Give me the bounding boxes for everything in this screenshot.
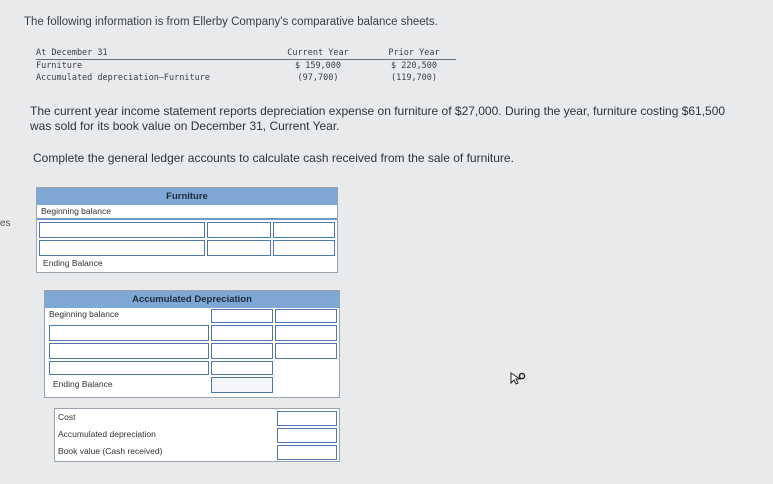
instruction-text: Complete the general ledger accounts to calculate cash received from the sale of furniture. — [33, 151, 514, 165]
summary-book-input[interactable] — [277, 445, 337, 460]
accum-desc-input-2[interactable] — [49, 343, 209, 359]
accum-debit-input[interactable] — [211, 325, 273, 341]
accum-ending-label: Ending Balance — [53, 379, 113, 389]
furniture-title: Furniture — [37, 188, 337, 205]
row-current: $ 159,000 — [294, 61, 342, 71]
furniture-debit-desc-input[interactable] — [39, 222, 205, 238]
paragraph-line-1: The current year income statement reports depreciation expense on furniture of $27,000. During the year, furniture costing $61,500 — [30, 104, 726, 118]
side-fragment: es — [0, 218, 11, 229]
accum-depreciation-account — [44, 290, 340, 398]
summary-book-label: Book value (Cash received) — [58, 446, 163, 456]
accum-desc-input-3[interactable] — [49, 361, 209, 375]
balance-sheet-row — [36, 72, 456, 84]
balance-sheet — [36, 47, 456, 84]
row-label: Furniture — [36, 61, 83, 71]
header-label: At December 31 — [36, 48, 108, 58]
summary-cost-label: Cost — [58, 412, 76, 422]
furniture-debit-amount-input-2[interactable] — [207, 240, 271, 256]
row-label: Accumulated depreciation—Furniture — [36, 73, 210, 83]
summary-cost-input[interactable] — [277, 411, 337, 426]
accum-title: Accumulated Depreciation — [45, 291, 339, 308]
problem-paragraph — [30, 104, 770, 134]
accum-beginning-debit-input[interactable] — [211, 309, 273, 323]
paragraph-line-2: was sold for its book value on December 31, Current Year. — [30, 119, 340, 133]
furniture-beginning-label: Beginning balance — [41, 206, 111, 216]
furniture-debit-desc-input-2[interactable] — [39, 240, 205, 256]
accum-credit-input-2[interactable] — [275, 343, 337, 359]
furniture-debit-amount-input[interactable] — [207, 222, 271, 238]
intro-text: The following information is from Ellerby Company's comparative balance sheets. — [24, 16, 438, 28]
furniture-credit-amount-input[interactable] — [273, 222, 335, 238]
mouse-cursor-icon — [510, 372, 526, 386]
summary-accum-input[interactable] — [277, 428, 337, 443]
balance-sheet-header — [36, 47, 456, 60]
sale-summary — [54, 408, 340, 462]
col-prior-header: Prior Year — [376, 47, 452, 60]
furniture-ending-label: Ending Balance — [43, 258, 103, 268]
accum-beginning-label: Beginning balance — [49, 309, 119, 319]
row-prior: $ 220,500 — [390, 61, 438, 71]
accum-debit-input-3[interactable] — [211, 361, 273, 375]
accum-credit-input[interactable] — [275, 325, 337, 341]
furniture-credit-amount-input-2[interactable] — [273, 240, 335, 256]
row-current: (97,700) — [297, 73, 339, 83]
accum-desc-input[interactable] — [49, 325, 209, 341]
row-prior: (119,700) — [390, 73, 438, 83]
balance-sheet-row — [36, 60, 456, 72]
furniture-account — [36, 187, 338, 273]
row-divider — [37, 218, 337, 220]
summary-accum-label: Accumulated depreciation — [58, 429, 156, 439]
accum-ending-debit-input[interactable] — [211, 377, 273, 393]
accum-debit-input-2[interactable] — [211, 343, 273, 359]
accum-beginning-credit-input[interactable] — [275, 309, 337, 323]
col-current-header: Current Year — [283, 47, 353, 60]
